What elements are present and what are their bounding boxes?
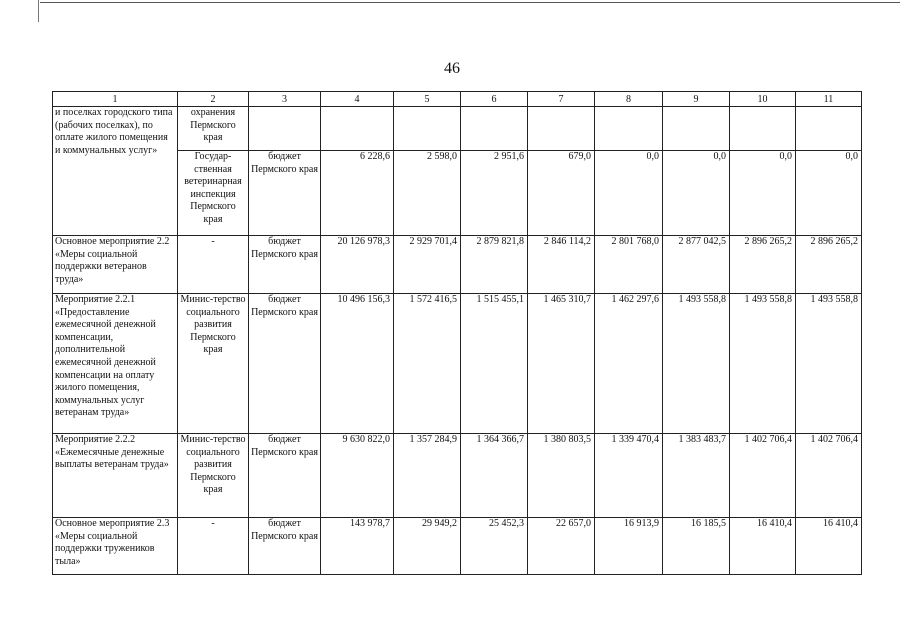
value-cell: 1 364 366,7 <box>461 434 528 518</box>
executor-cell: - <box>178 236 249 294</box>
header-cell: 3 <box>249 92 321 107</box>
value-cell: 22 657,0 <box>528 518 595 575</box>
value-cell: 6 228,6 <box>321 151 394 236</box>
value-cell: 0,0 <box>595 151 663 236</box>
value-cell: 1 402 706,4 <box>730 434 796 518</box>
header-row <box>53 92 862 107</box>
empty-cell <box>730 107 796 151</box>
value-cell: 1 493 558,8 <box>663 294 730 434</box>
value-cell: 1 493 558,8 <box>796 294 862 434</box>
value-cell: 1 493 558,8 <box>730 294 796 434</box>
header-cell: 4 <box>321 92 394 107</box>
value-cell: 2 896 265,2 <box>730 236 796 294</box>
executor-cell: Минис-терство социального развития Пермского края <box>178 294 249 434</box>
table-row <box>53 107 862 151</box>
measure-name-cell: и поселках городского типа (рабочих поселках), по оплате жилого помещения и коммунальных услуг» <box>53 107 178 236</box>
executor-cell: охранения Пермского края <box>178 107 249 151</box>
value-cell: 2 951,6 <box>461 151 528 236</box>
table-row <box>53 294 862 434</box>
value-cell: 0,0 <box>796 151 862 236</box>
scan-edge-line <box>38 0 39 22</box>
header-cell: 10 <box>730 92 796 107</box>
value-cell: 9 630 822,0 <box>321 434 394 518</box>
value-cell: 143 978,7 <box>321 518 394 575</box>
value-cell: 1 465 310,7 <box>528 294 595 434</box>
header-cell: 11 <box>796 92 862 107</box>
value-cell: 1 462 297,6 <box>595 294 663 434</box>
table-row <box>53 236 862 294</box>
source-cell: бюджет Пермского края <box>249 236 321 294</box>
table-row <box>53 518 862 575</box>
header-cell: 1 <box>53 92 178 107</box>
budget-table <box>52 91 862 575</box>
scan-top-line <box>40 2 900 3</box>
value-cell: 16 410,4 <box>796 518 862 575</box>
empty-cell <box>528 107 595 151</box>
empty-cell <box>461 107 528 151</box>
empty-cell <box>321 107 394 151</box>
empty-cell <box>796 107 862 151</box>
measure-name-cell: Основное мероприятие 2.2 «Меры социальной поддержки ветеранов труда» <box>53 236 178 294</box>
header-cell: 7 <box>528 92 595 107</box>
value-cell: 1 572 416,5 <box>394 294 461 434</box>
value-cell: 1 383 483,7 <box>663 434 730 518</box>
value-cell: 16 185,5 <box>663 518 730 575</box>
value-cell: 0,0 <box>730 151 796 236</box>
header-cell: 8 <box>595 92 663 107</box>
empty-cell <box>663 107 730 151</box>
empty-cell <box>249 107 321 151</box>
value-cell: 2 877 042,5 <box>663 236 730 294</box>
executor-cell: Государ-ственная ветеринарная инспекция Пермского края <box>178 151 249 236</box>
source-cell: бюджет Пермского края <box>249 151 321 236</box>
measure-name-cell: Мероприятие 2.2.2 «Ежемесячные денежные выплаты ветеранам труда» <box>53 434 178 518</box>
measure-name-cell: Мероприятие 2.2.1 «Предоставление ежемесячной денежной компенсации, дополнительной ежемесячной денежной компенсации на оплату жилого помещения, коммунальных услуг ветеранам труда» <box>53 294 178 434</box>
source-cell: бюджет Пермского края <box>249 518 321 575</box>
value-cell: 20 126 978,3 <box>321 236 394 294</box>
value-cell: 1 402 706,4 <box>796 434 862 518</box>
value-cell: 679,0 <box>528 151 595 236</box>
value-cell: 2 598,0 <box>394 151 461 236</box>
table-row <box>53 434 862 518</box>
value-cell: 16 913,9 <box>595 518 663 575</box>
value-cell: 29 949,2 <box>394 518 461 575</box>
header-cell: 2 <box>178 92 249 107</box>
value-cell: 10 496 156,3 <box>321 294 394 434</box>
value-cell: 0,0 <box>663 151 730 236</box>
value-cell: 2 846 114,2 <box>528 236 595 294</box>
executor-cell: Минис-терство социального развития Пермского края <box>178 434 249 518</box>
header-cell: 9 <box>663 92 730 107</box>
value-cell: 25 452,3 <box>461 518 528 575</box>
measure-name-cell: Основное мероприятие 2.3 «Меры социальной поддержки тружеников тыла» <box>53 518 178 575</box>
value-cell: 1 339 470,4 <box>595 434 663 518</box>
value-cell: 2 801 768,0 <box>595 236 663 294</box>
value-cell: 16 410,4 <box>730 518 796 575</box>
value-cell: 1 357 284,9 <box>394 434 461 518</box>
header-cell: 5 <box>394 92 461 107</box>
header-cell: 6 <box>461 92 528 107</box>
empty-cell <box>595 107 663 151</box>
value-cell: 2 896 265,2 <box>796 236 862 294</box>
empty-cell <box>394 107 461 151</box>
value-cell: 1 380 803,5 <box>528 434 595 518</box>
value-cell: 2 929 701,4 <box>394 236 461 294</box>
source-cell: бюджет Пермского края <box>249 434 321 518</box>
source-cell: бюджет Пермского края <box>249 294 321 434</box>
executor-cell: - <box>178 518 249 575</box>
value-cell: 2 879 821,8 <box>461 236 528 294</box>
page-number: 46 <box>444 60 460 77</box>
value-cell: 1 515 455,1 <box>461 294 528 434</box>
